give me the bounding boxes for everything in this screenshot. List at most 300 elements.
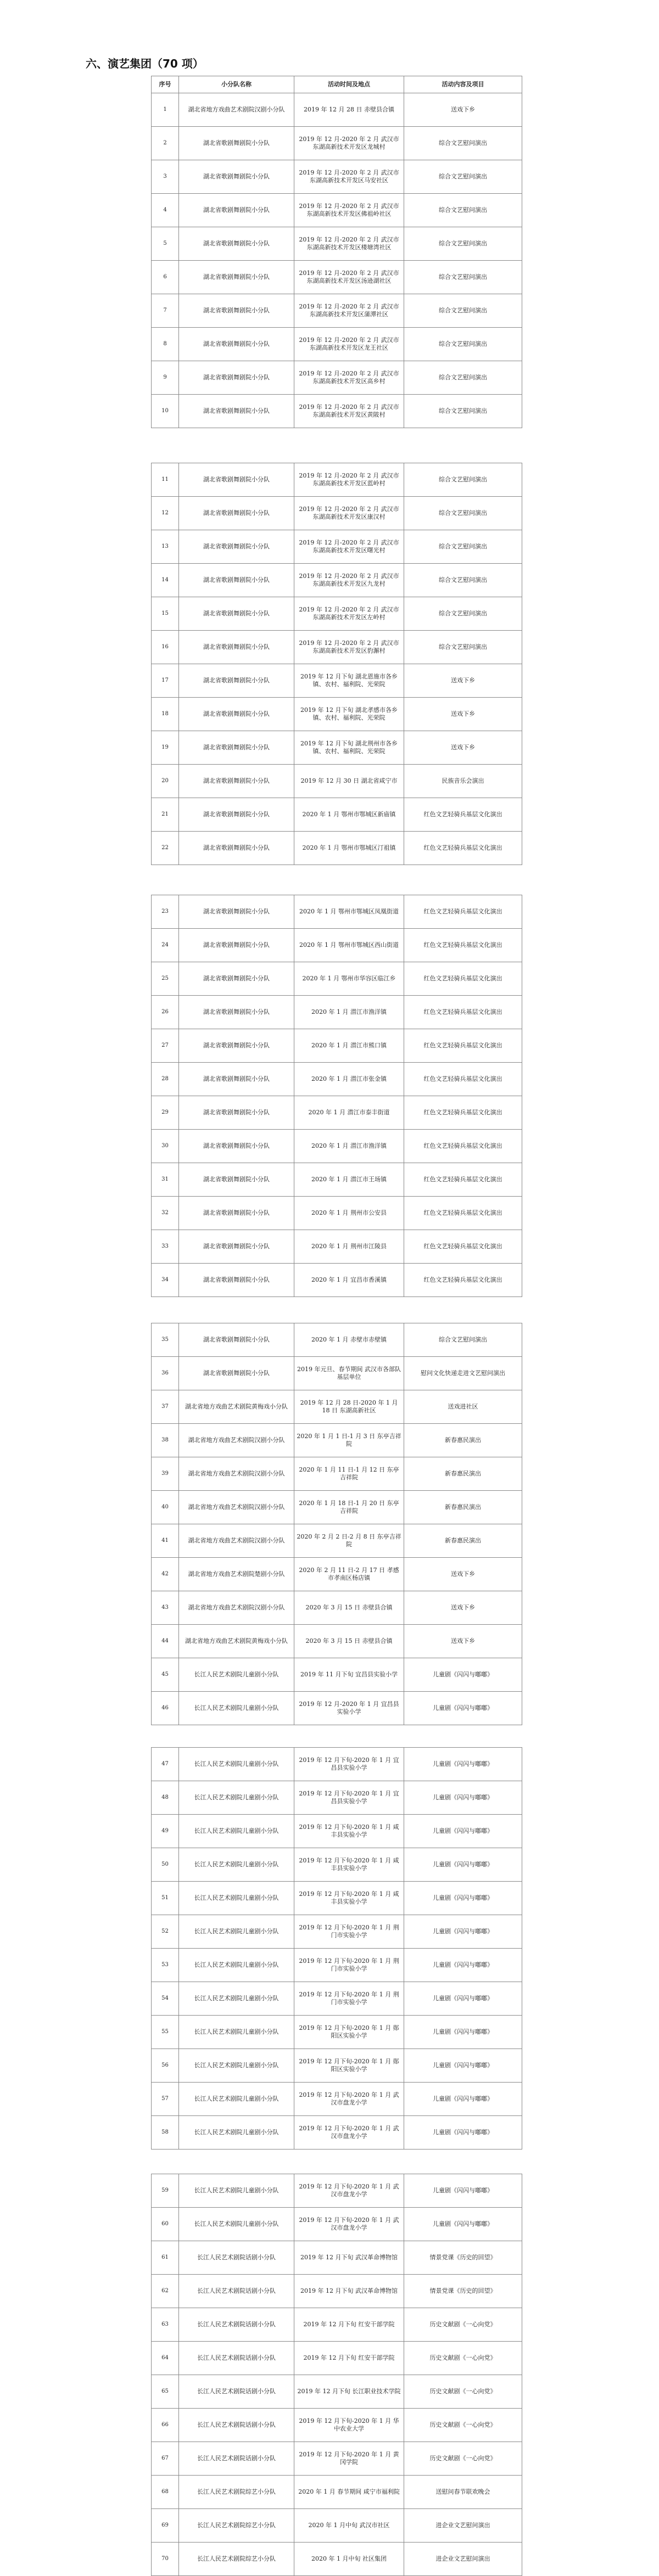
- time-place-cell: 2020 年 1 月 鄂州市鄂城区西山街道: [294, 929, 404, 962]
- activity-cell: 红色文艺轻骑兵基层文化演出: [404, 1130, 522, 1163]
- team-name-cell: 湖北省歌剧舞剧院小分队: [179, 294, 294, 328]
- table-row: [152, 962, 522, 996]
- time-place-cell: 2020 年 3 月 15 日 赤壁县合镇: [294, 1591, 404, 1625]
- row-number-cell: 26: [152, 996, 179, 1029]
- activity-cell: 综合文艺慰问演出: [404, 227, 522, 261]
- team-name-cell: 湖北省歌剧舞剧院小分队: [179, 1130, 294, 1163]
- table-row: [152, 2342, 522, 2375]
- time-place-cell: 2019 年 12 月-2020 年 1 月 宜昌县实验小学: [294, 1692, 404, 1725]
- activity-cell: 儿童剧《闪闪与嘟嘟》: [404, 1815, 522, 1848]
- team-name-cell: 湖北省歌剧舞剧院小分队: [179, 832, 294, 865]
- team-name-cell: 长江人民艺术剧院话剧小分队: [179, 2342, 294, 2375]
- row-number-cell: 9: [152, 361, 179, 395]
- table-row: [152, 1130, 522, 1163]
- row-number-cell: 58: [152, 2116, 179, 2150]
- activity-cell: 新春惠民演出: [404, 1424, 522, 1457]
- activity-cell: 儿童剧《闪闪与嘟嘟》: [404, 1781, 522, 1815]
- table-row: [152, 1848, 522, 1882]
- table-row: [152, 160, 522, 194]
- time-place-cell: 2019 年 12 月-2020 年 2 月 武汉市东湖高新技术开发区曙光村: [294, 530, 404, 564]
- activity-cell: 情景党课《历史的回望》: [404, 2241, 522, 2275]
- table-row: [152, 1524, 522, 1558]
- row-number-cell: 30: [152, 1130, 179, 1163]
- activity-cell: 历史文献剧《一心向党》: [404, 2409, 522, 2442]
- activity-cell: 综合文艺慰问演出: [404, 631, 522, 664]
- activity-table: [151, 76, 522, 428]
- team-name-cell: 湖北省歌剧舞剧院小分队: [179, 631, 294, 664]
- row-number-cell: 54: [152, 1982, 179, 2016]
- time-place-cell: 2019 年 12 月下旬-2020 年 1 月 荆门市实验小学: [294, 1949, 404, 1982]
- row-number-cell: 63: [152, 2308, 179, 2342]
- time-place-cell: 2019 年 12 月下旬-2020 年 1 月 荆门市实验小学: [294, 1982, 404, 2016]
- activity-cell: 送戏下乡: [404, 1625, 522, 1658]
- time-place-cell: 2020 年 1 月 赤壁市赤壁镇: [294, 1323, 404, 1357]
- table-row: [152, 664, 522, 698]
- time-place-cell: 2019 年 12 月下旬-2020 年 1 月 武汉市盘龙小学: [294, 2083, 404, 2116]
- activity-cell: 儿童剧《闪闪与嘟嘟》: [404, 2174, 522, 2208]
- activity-cell: 慰问文化快递走进文艺慰问演出: [404, 1357, 522, 1390]
- activity-cell: 送戏进社区: [404, 1390, 522, 1424]
- row-number-cell: 3: [152, 160, 179, 194]
- activity-cell: 红色文艺轻骑兵基层文化演出: [404, 996, 522, 1029]
- row-number-cell: 38: [152, 1424, 179, 1457]
- table-row: [152, 1692, 522, 1725]
- activity-cell: 新春惠民演出: [404, 1457, 522, 1491]
- table-row: [152, 227, 522, 261]
- table-row: [152, 765, 522, 798]
- activity-cell: 综合文艺慰问演出: [404, 127, 522, 160]
- team-name-cell: 湖北省地方戏曲艺术剧院汉剧小分队: [179, 1424, 294, 1457]
- team-name-cell: 湖北省歌剧舞剧院小分队: [179, 530, 294, 564]
- table-row: [152, 1949, 522, 1982]
- table-row: [152, 361, 522, 395]
- activity-cell: 综合文艺慰问演出: [404, 463, 522, 497]
- activity-cell: 红色文艺轻骑兵基层文化演出: [404, 929, 522, 962]
- activity-cell: 新春惠民演出: [404, 1524, 522, 1558]
- row-number-cell: 55: [152, 2016, 179, 2049]
- table-row: [152, 1558, 522, 1591]
- time-place-cell: 2020 年 1 月 潜江市泰丰街道: [294, 1096, 404, 1130]
- activity-cell: 进企业文艺慰问演出: [404, 2509, 522, 2543]
- activity-cell: 红色文艺轻骑兵基层文化演出: [404, 1197, 522, 1230]
- activity-table: [151, 1747, 522, 2150]
- time-place-cell: 2019 年 12 月-2020 年 2 月 武汉市东湖高新技术开发区康汉村: [294, 497, 404, 530]
- section-heading: 六、演艺集团（70 项）: [86, 57, 204, 70]
- team-name-cell: 湖北省歌剧舞剧院小分队: [179, 996, 294, 1029]
- time-place-cell: 2019 年 12 月下旬 长江职业技术学院: [294, 2375, 404, 2409]
- time-place-cell: 2019 年 12 月 28 日 赤壁县合镇: [294, 93, 404, 127]
- column-header: 序号: [152, 76, 179, 93]
- table-row: [152, 1815, 522, 1848]
- time-place-cell: 2019 年 12 月下旬-2020 年 1 月 武汉市盘龙小学: [294, 2208, 404, 2241]
- time-place-cell: 2019 年 11 月下旬 宜昌县实验小学: [294, 1658, 404, 1692]
- activity-cell: 红色文艺轻骑兵基层文化演出: [404, 895, 522, 929]
- activity-cell: 情景党课《历史的回望》: [404, 2275, 522, 2308]
- table-row: [152, 463, 522, 497]
- row-number-cell: 50: [152, 1848, 179, 1882]
- time-place-cell: 2020 年 2 月 11 日-2 月 17 日 孝感市孝南区杨店镇: [294, 1558, 404, 1591]
- activity-cell: 红色文艺轻骑兵基层文化演出: [404, 1163, 522, 1197]
- table-row: [152, 1491, 522, 1524]
- activity-cell: 综合文艺慰问演出: [404, 530, 522, 564]
- team-name-cell: 湖北省地方戏曲艺术剧院汉剧小分队: [179, 1524, 294, 1558]
- time-place-cell: 2019 年 12 月-2020 年 2 月 武汉市东湖高新技术开发区汤逊湖社区: [294, 261, 404, 294]
- time-place-cell: 2019 年 12 月-2020 年 2 月 武汉市东湖高新技术开发区马安社区: [294, 160, 404, 194]
- row-number-cell: 56: [152, 2049, 179, 2083]
- time-place-cell: 2019 年 12 月下旬 红安干部学院: [294, 2342, 404, 2375]
- row-number-cell: 70: [152, 2543, 179, 2576]
- time-place-cell: 2020 年 1 月 11 日-1 月 12 日 东亭吉祥院: [294, 1457, 404, 1491]
- table-row: [152, 2442, 522, 2476]
- time-place-cell: 2020 年 1 月 潜江市熊口镇: [294, 1029, 404, 1063]
- column-header: 活动内容及项目: [404, 76, 522, 93]
- activity-cell: 综合文艺慰问演出: [404, 194, 522, 227]
- table-row: [152, 1424, 522, 1457]
- row-number-cell: 25: [152, 962, 179, 996]
- time-place-cell: 2020 年 1 月 荆州市江陵县: [294, 1230, 404, 1264]
- activity-cell: 综合文艺慰问演出: [404, 261, 522, 294]
- activity-cell: 儿童剧《闪闪与嘟嘟》: [404, 2208, 522, 2241]
- row-number-cell: 20: [152, 765, 179, 798]
- team-name-cell: 湖北省地方戏曲艺术剧院黄梅戏小分队: [179, 1390, 294, 1424]
- table-row: [152, 1096, 522, 1130]
- activity-cell: 儿童剧《闪闪与嘟嘟》: [404, 1949, 522, 1982]
- row-number-cell: 40: [152, 1491, 179, 1524]
- team-name-cell: 湖北省歌剧舞剧院小分队: [179, 1230, 294, 1264]
- team-name-cell: 湖北省歌剧舞剧院小分队: [179, 1029, 294, 1063]
- table-header-row: [152, 76, 522, 93]
- table-row: [152, 2308, 522, 2342]
- table-row: [152, 2208, 522, 2241]
- activity-cell: 综合文艺慰问演出: [404, 497, 522, 530]
- activity-cell: 历史文献剧《一心向党》: [404, 2442, 522, 2476]
- activity-cell: 综合文艺慰问演出: [404, 395, 522, 428]
- team-name-cell: 湖北省歌剧舞剧院小分队: [179, 463, 294, 497]
- time-place-cell: 2019 年 12 月下旬-2020 年 1 月 宜昌县实验小学: [294, 1781, 404, 1815]
- team-name-cell: 长江人民艺术剧院综艺小分队: [179, 2543, 294, 2576]
- activity-cell: 儿童剧《闪闪与嘟嘟》: [404, 1658, 522, 1692]
- team-name-cell: 长江人民艺术剧院儿童剧小分队: [179, 1949, 294, 1982]
- activity-cell: 进企业文艺慰问演出: [404, 2543, 522, 2576]
- time-place-cell: 2020 年 1 月 鄂州市鄂城区凤凰街道: [294, 895, 404, 929]
- row-number-cell: 16: [152, 631, 179, 664]
- table-row: [152, 294, 522, 328]
- table-row: [152, 2409, 522, 2442]
- row-number-cell: 43: [152, 1591, 179, 1625]
- time-place-cell: 2020 年 1 月 1 日-1 月 3 日 东亭吉祥院: [294, 1424, 404, 1457]
- activity-cell: 送戏下乡: [404, 1591, 522, 1625]
- team-name-cell: 湖北省地方戏曲艺术剧院汉剧小分队: [179, 1491, 294, 1524]
- row-number-cell: 7: [152, 294, 179, 328]
- team-name-cell: 湖北省歌剧舞剧院小分队: [179, 1163, 294, 1197]
- table-row: [152, 127, 522, 160]
- time-place-cell: 2019 年 12 月下旬-2020 年 1 月 武汉市盘龙小学: [294, 2174, 404, 2208]
- activity-cell: 红色文艺轻骑兵基层文化演出: [404, 798, 522, 832]
- time-place-cell: 2020 年 1 月 潜江市王场镇: [294, 1163, 404, 1197]
- team-name-cell: 长江人民艺术剧院儿童剧小分队: [179, 1692, 294, 1725]
- row-number-cell: 51: [152, 1882, 179, 1915]
- row-number-cell: 14: [152, 564, 179, 597]
- time-place-cell: 2019 年 12 月下旬-2020 年 1 月 宜昌县实验小学: [294, 1748, 404, 1781]
- row-number-cell: 27: [152, 1029, 179, 1063]
- row-number-cell: 23: [152, 895, 179, 929]
- row-number-cell: 67: [152, 2442, 179, 2476]
- activity-cell: 新春惠民演出: [404, 1491, 522, 1524]
- time-place-cell: 2020 年 2 月 2 日-2 月 8 日 东亭吉祥院: [294, 1524, 404, 1558]
- row-number-cell: 35: [152, 1323, 179, 1357]
- activity-cell: 儿童剧《闪闪与嘟嘟》: [404, 1748, 522, 1781]
- time-place-cell: 2020 年 1 月 荆州市公安县: [294, 1197, 404, 1230]
- row-number-cell: 21: [152, 798, 179, 832]
- activity-cell: 红色文艺轻骑兵基层文化演出: [404, 1230, 522, 1264]
- team-name-cell: 湖北省歌剧舞剧院小分队: [179, 1323, 294, 1357]
- table-row: [152, 929, 522, 962]
- time-place-cell: 2019 年 12 月下旬 湖北荆州市各乡镇、农村、福利院、光荣院: [294, 731, 404, 765]
- activity-cell: 送戏下乡: [404, 698, 522, 731]
- team-name-cell: 湖北省歌剧舞剧院小分队: [179, 731, 294, 765]
- activity-cell: 综合文艺慰问演出: [404, 328, 522, 361]
- row-number-cell: 18: [152, 698, 179, 731]
- row-number-cell: 65: [152, 2375, 179, 2409]
- row-number-cell: 17: [152, 664, 179, 698]
- activity-cell: 送戏下乡: [404, 731, 522, 765]
- team-name-cell: 湖北省歌剧舞剧院小分队: [179, 361, 294, 395]
- team-name-cell: 湖北省歌剧舞剧院小分队: [179, 328, 294, 361]
- row-number-cell: 44: [152, 1625, 179, 1658]
- table-row: [152, 2174, 522, 2208]
- table-row: [152, 2375, 522, 2409]
- team-name-cell: 长江人民艺术剧院综艺小分队: [179, 2476, 294, 2509]
- time-place-cell: 2019 年 12 月-2020 年 2 月 武汉市东湖高新技术开发区豹澥村: [294, 631, 404, 664]
- row-number-cell: 8: [152, 328, 179, 361]
- team-name-cell: 湖北省歌剧舞剧院小分队: [179, 962, 294, 996]
- table-row: [152, 1063, 522, 1096]
- activity-cell: 儿童剧《闪闪与嘟嘟》: [404, 2049, 522, 2083]
- row-number-cell: 62: [152, 2275, 179, 2308]
- team-name-cell: 湖北省歌剧舞剧院小分队: [179, 395, 294, 428]
- row-number-cell: 19: [152, 731, 179, 765]
- team-name-cell: 长江人民艺术剧院儿童剧小分队: [179, 1882, 294, 1915]
- row-number-cell: 6: [152, 261, 179, 294]
- row-number-cell: 24: [152, 929, 179, 962]
- row-number-cell: 39: [152, 1457, 179, 1491]
- activity-cell: 儿童剧《闪闪与嘟嘟》: [404, 2083, 522, 2116]
- time-place-cell: 2019 年 12 月-2020 年 2 月 武汉市东湖高新技术开发区蒲潭社区: [294, 294, 404, 328]
- activity-cell: 红色文艺轻骑兵基层文化演出: [404, 1063, 522, 1096]
- table-row: [152, 798, 522, 832]
- team-name-cell: 长江人民艺术剧院儿童剧小分队: [179, 1815, 294, 1848]
- row-number-cell: 60: [152, 2208, 179, 2241]
- table-row: [152, 2016, 522, 2049]
- team-name-cell: 长江人民艺术剧院儿童剧小分队: [179, 2208, 294, 2241]
- team-name-cell: 长江人民艺术剧院话剧小分队: [179, 2442, 294, 2476]
- row-number-cell: 46: [152, 1692, 179, 1725]
- row-number-cell: 32: [152, 1197, 179, 1230]
- team-name-cell: 湖北省地方戏曲艺术剧院汉剧小分队: [179, 1591, 294, 1625]
- activity-cell: 儿童剧《闪闪与嘟嘟》: [404, 2116, 522, 2150]
- row-number-cell: 45: [152, 1658, 179, 1692]
- table-row: [152, 698, 522, 731]
- row-number-cell: 52: [152, 1915, 179, 1949]
- table-row: [152, 597, 522, 631]
- row-number-cell: 61: [152, 2241, 179, 2275]
- time-place-cell: 2019 年 12 月-2020 年 2 月 武汉市东湖高新技术开发区蓝岭村: [294, 463, 404, 497]
- team-name-cell: 长江人民艺术剧院话剧小分队: [179, 2375, 294, 2409]
- team-name-cell: 长江人民艺术剧院儿童剧小分队: [179, 1658, 294, 1692]
- time-place-cell: 2020 年 1 月 潜江市渔洋镇: [294, 1130, 404, 1163]
- team-name-cell: 长江人民艺术剧院话剧小分队: [179, 2241, 294, 2275]
- table-row: [152, 1748, 522, 1781]
- table-row: [152, 261, 522, 294]
- table-row: [152, 1915, 522, 1949]
- team-name-cell: 湖北省歌剧舞剧院小分队: [179, 798, 294, 832]
- time-place-cell: 2019 年 12 月下旬-2020 年 1 月 咸丰县实验小学: [294, 1882, 404, 1915]
- team-name-cell: 长江人民艺术剧院话剧小分队: [179, 2308, 294, 2342]
- row-number-cell: 36: [152, 1357, 179, 1390]
- team-name-cell: 长江人民艺术剧院话剧小分队: [179, 2275, 294, 2308]
- activity-cell: 儿童剧《闪闪与嘟嘟》: [404, 1982, 522, 2016]
- team-name-cell: 长江人民艺术剧院儿童剧小分队: [179, 1982, 294, 2016]
- row-number-cell: 37: [152, 1390, 179, 1424]
- team-name-cell: 湖北省歌剧舞剧院小分队: [179, 929, 294, 962]
- row-number-cell: 1: [152, 93, 179, 127]
- team-name-cell: 湖北省歌剧舞剧院小分队: [179, 227, 294, 261]
- time-place-cell: 2019 年 12 月下旬-2020 年 1 月 华中农业大学: [294, 2409, 404, 2442]
- team-name-cell: 湖北省歌剧舞剧院小分队: [179, 664, 294, 698]
- activity-cell: 综合文艺慰问演出: [404, 1323, 522, 1357]
- team-name-cell: 湖北省歌剧舞剧院小分队: [179, 194, 294, 227]
- time-place-cell: 2019 年 12 月下旬 湖北恩施市各乡镇、农村、福利院、光荣院: [294, 664, 404, 698]
- table-row: [152, 1625, 522, 1658]
- table-row: [152, 1029, 522, 1063]
- activity-cell: 历史文献剧《一心向党》: [404, 2308, 522, 2342]
- row-number-cell: 34: [152, 1264, 179, 1297]
- team-name-cell: 湖北省歌剧舞剧院小分队: [179, 765, 294, 798]
- table-row: [152, 1658, 522, 1692]
- time-place-cell: 2019 年 12 月下旬-2020 年 1 月 黄冈学院: [294, 2442, 404, 2476]
- team-name-cell: 长江人民艺术剧院儿童剧小分队: [179, 1748, 294, 1781]
- team-name-cell: 长江人民艺术剧院儿童剧小分队: [179, 2083, 294, 2116]
- time-place-cell: 2019 年 12 月-2020 年 2 月 武汉市东湖高新技术开发区高乡村: [294, 361, 404, 395]
- activity-table: [151, 2174, 522, 2576]
- time-place-cell: 2019 年 12 月下旬 武汉革命博物馆: [294, 2275, 404, 2308]
- table-row: [152, 2241, 522, 2275]
- time-place-cell: 2019 年 12 月下旬-2020 年 1 月 郧阳区实验小学: [294, 2016, 404, 2049]
- activity-cell: 儿童剧《闪闪与嘟嘟》: [404, 1882, 522, 1915]
- time-place-cell: 2019 年 12 月下旬-2020 年 1 月 咸丰县实验小学: [294, 1848, 404, 1882]
- time-place-cell: 2019 年 12 月 30 日 湖北省咸宁市: [294, 765, 404, 798]
- team-name-cell: 长江人民艺术剧院儿童剧小分队: [179, 2174, 294, 2208]
- row-number-cell: 11: [152, 463, 179, 497]
- team-name-cell: 湖北省歌剧舞剧院小分队: [179, 160, 294, 194]
- time-place-cell: 2020 年 1 月 鄂州市鄂城区汀祖镇: [294, 832, 404, 865]
- activity-cell: 儿童剧《闪闪与嘟嘟》: [404, 1915, 522, 1949]
- row-number-cell: 57: [152, 2083, 179, 2116]
- time-place-cell: 2020 年 3 月 15 日 赤壁县合镇: [294, 1625, 404, 1658]
- time-place-cell: 2019 年 12 月-2020 年 2 月 武汉市东湖高新技术开发区左岭村: [294, 597, 404, 631]
- team-name-cell: 湖北省歌剧舞剧院小分队: [179, 564, 294, 597]
- row-number-cell: 33: [152, 1230, 179, 1264]
- table-row: [152, 395, 522, 428]
- table-row: [152, 1591, 522, 1625]
- activity-cell: 红色文艺轻骑兵基层文化演出: [404, 1264, 522, 1297]
- activity-cell: 送慰问春节联欢晚会: [404, 2476, 522, 2509]
- table-row: [152, 2476, 522, 2509]
- time-place-cell: 2019 年元旦、春节期间 武汉市各部队基层单位: [294, 1357, 404, 1390]
- row-number-cell: 53: [152, 1949, 179, 1982]
- time-place-cell: 2019 年 12 月-2020 年 2 月 武汉市东湖高新技术开发区九龙村: [294, 564, 404, 597]
- table-row: [152, 1264, 522, 1297]
- time-place-cell: 2020 年 1 月 春节期间 咸宁市福利院: [294, 2476, 404, 2509]
- team-name-cell: 长江人民艺术剧院综艺小分队: [179, 2509, 294, 2543]
- activity-cell: 儿童剧《闪闪与嘟嘟》: [404, 1692, 522, 1725]
- row-number-cell: 66: [152, 2409, 179, 2442]
- time-place-cell: 2020 年 1 月 潜江市渔洋镇: [294, 996, 404, 1029]
- column-header: 小分队名称: [179, 76, 294, 93]
- time-place-cell: 2019 年 12 月-2020 年 2 月 武汉市东湖高新技术开发区黄陂村: [294, 395, 404, 428]
- row-number-cell: 12: [152, 497, 179, 530]
- table-row: [152, 194, 522, 227]
- team-name-cell: 长江人民艺术剧院儿童剧小分队: [179, 2016, 294, 2049]
- table-row: [152, 328, 522, 361]
- row-number-cell: 69: [152, 2509, 179, 2543]
- time-place-cell: 2019 年 12 月下旬-2020 年 1 月 咸丰县实验小学: [294, 1815, 404, 1848]
- row-number-cell: 28: [152, 1063, 179, 1096]
- activity-cell: 儿童剧《闪闪与嘟嘟》: [404, 1848, 522, 1882]
- activity-cell: 红色文艺轻骑兵基层文化演出: [404, 1096, 522, 1130]
- activity-table: [151, 895, 522, 1297]
- time-place-cell: 2019 年 12 月 28 日-2020 年 1 月 18 日 东湖高新社区: [294, 1390, 404, 1424]
- team-name-cell: 湖北省歌剧舞剧院小分队: [179, 261, 294, 294]
- time-place-cell: 2019 年 12 月下旬 武汉革命博物馆: [294, 2241, 404, 2275]
- team-name-cell: 湖北省歌剧舞剧院小分队: [179, 1357, 294, 1390]
- row-number-cell: 59: [152, 2174, 179, 2208]
- team-name-cell: 湖北省歌剧舞剧院小分队: [179, 1264, 294, 1297]
- table-row: [152, 564, 522, 597]
- table-row: [152, 1357, 522, 1390]
- team-name-cell: 湖北省歌剧舞剧院小分队: [179, 497, 294, 530]
- time-place-cell: 2020 年 1 月中旬 武汉市社区: [294, 2509, 404, 2543]
- table-row: [152, 731, 522, 765]
- team-name-cell: 湖北省歌剧舞剧院小分队: [179, 895, 294, 929]
- team-name-cell: 湖北省地方戏曲艺术剧院汉剧小分队: [179, 1457, 294, 1491]
- team-name-cell: 湖北省地方戏曲艺术剧院楚剧小分队: [179, 1558, 294, 1591]
- time-place-cell: 2020 年 1 月 18 日-1 月 20 日 东亭吉祥院: [294, 1491, 404, 1524]
- activity-cell: 综合文艺慰问演出: [404, 597, 522, 631]
- table-row: [152, 1457, 522, 1491]
- time-place-cell: 2019 年 12 月-2020 年 2 月 武汉市东湖高新技术开发区佛祖岭社区: [294, 194, 404, 227]
- team-name-cell: 湖北省歌剧舞剧院小分队: [179, 1096, 294, 1130]
- activity-table: [151, 1323, 522, 1725]
- table-row: [152, 996, 522, 1029]
- time-place-cell: 2019 年 12 月下旬-2020 年 1 月 郧阳区实验小学: [294, 2049, 404, 2083]
- team-name-cell: 长江人民艺术剧院儿童剧小分队: [179, 1848, 294, 1882]
- team-name-cell: 湖北省地方戏曲艺术剧院汉剧小分队: [179, 93, 294, 127]
- table-row: [152, 93, 522, 127]
- table-row: [152, 530, 522, 564]
- row-number-cell: 42: [152, 1558, 179, 1591]
- table-row: [152, 895, 522, 929]
- time-place-cell: 2020 年 1 月 宜昌市香溪镇: [294, 1264, 404, 1297]
- table-row: [152, 2275, 522, 2308]
- activity-cell: 红色文艺轻骑兵基层文化演出: [404, 962, 522, 996]
- team-name-cell: 湖北省歌剧舞剧院小分队: [179, 1063, 294, 1096]
- activity-cell: 综合文艺慰问演出: [404, 160, 522, 194]
- team-name-cell: 湖北省歌剧舞剧院小分队: [179, 698, 294, 731]
- time-place-cell: 2019 年 12 月-2020 年 2 月 武汉市东湖高新技术开发区龙城村: [294, 127, 404, 160]
- activity-cell: 历史文献剧《一心向党》: [404, 2342, 522, 2375]
- activity-cell: 红色文艺轻骑兵基层文化演出: [404, 832, 522, 865]
